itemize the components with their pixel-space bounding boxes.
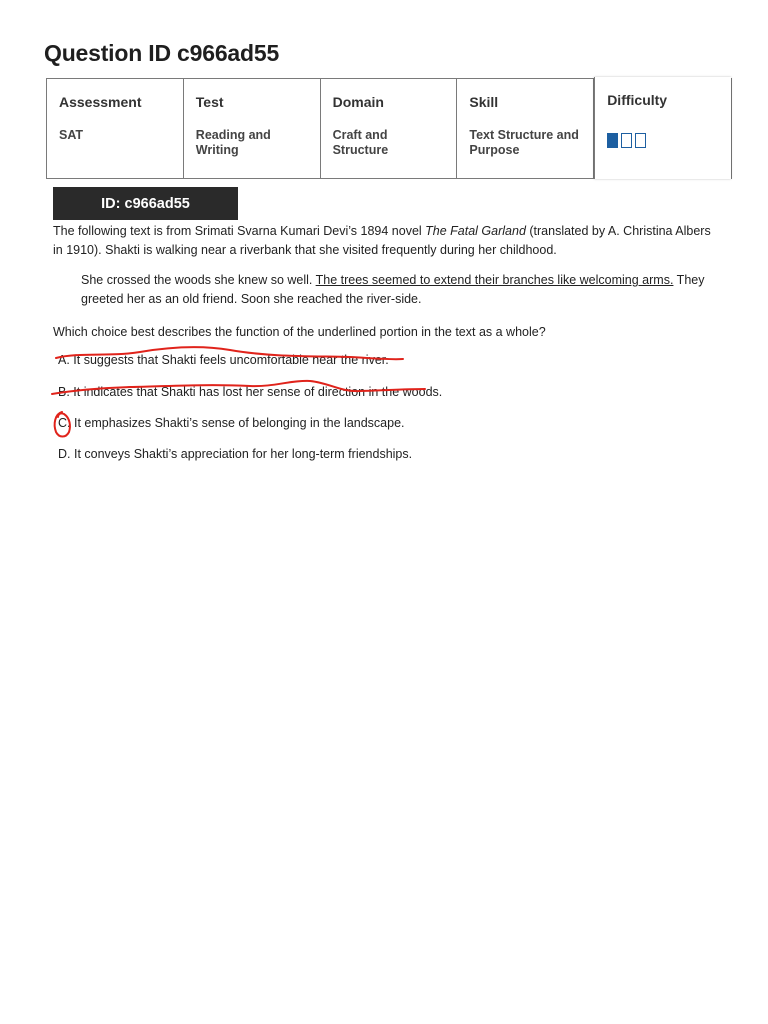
meta-value-skill: Text Structure and Purpose bbox=[469, 128, 579, 157]
passage-before: She crossed the woods she knew so well. bbox=[81, 273, 316, 287]
meta-header-difficulty: Difficulty bbox=[607, 92, 668, 108]
passage bbox=[81, 271, 721, 309]
choice-text: It indicates that Shakti has lost her sense of direction in the woods. bbox=[69, 385, 443, 399]
question-text: Which choice best describes the function of the underlined portion in the text as a whole? bbox=[53, 325, 546, 339]
difficulty-indicator bbox=[607, 133, 719, 148]
meta-header-test: Test bbox=[195, 94, 224, 110]
meta-value-assessment: SAT bbox=[59, 128, 84, 142]
choice-b[interactable] bbox=[58, 383, 442, 402]
page-title: Question ID c966ad55 bbox=[44, 40, 280, 66]
choice-d[interactable] bbox=[58, 445, 412, 464]
choice-text: It conveys Shakti’s appreciation for her long-term friendships. bbox=[70, 447, 413, 461]
intro-title: The Fatal Garland bbox=[425, 224, 526, 238]
meta-difficulty bbox=[594, 77, 731, 179]
choice-letter: C. bbox=[58, 416, 71, 430]
meta-value-test: Reading and Writing bbox=[195, 128, 271, 157]
passage-after: They greeted her as an old friend. Soon she reached the river-side. bbox=[81, 273, 705, 306]
difficulty-box-filled bbox=[607, 133, 618, 148]
intro-after: (translated by A. Christina Albers in 1910). Shakti is walking near a riverbank that she visited frequently during her childhood. bbox=[53, 224, 711, 257]
meta-header-assessment: Assessment bbox=[59, 94, 142, 110]
choice-c[interactable] bbox=[58, 414, 405, 433]
question-meta-table bbox=[46, 78, 732, 179]
meta-test bbox=[184, 79, 321, 178]
choice-text: It suggests that Shakti feels uncomfortable near the river. bbox=[69, 353, 389, 367]
difficulty-box-empty bbox=[621, 133, 632, 148]
intro-before: The following text is from Srimati Svarna Kumari Devi’s 1894 novel bbox=[53, 224, 426, 238]
choice-letter: D. bbox=[58, 447, 71, 461]
meta-value-domain: Craft and Structure bbox=[332, 128, 389, 157]
choice-text: It emphasizes Shakti’s sense of belonging in the landscape. bbox=[70, 416, 405, 430]
meta-domain bbox=[321, 79, 458, 178]
meta-header-skill: Skill bbox=[469, 94, 499, 110]
id-banner: ID: c966ad55 bbox=[53, 187, 238, 220]
choice-a[interactable] bbox=[58, 351, 389, 370]
choice-letter: A. bbox=[58, 353, 70, 367]
choice-letter: B. bbox=[58, 385, 70, 399]
meta-assessment bbox=[47, 79, 184, 178]
difficulty-box-empty bbox=[635, 133, 646, 148]
passage-underlined: The trees seemed to extend their branches like welcoming arms. bbox=[315, 273, 674, 287]
intro-text bbox=[53, 222, 713, 260]
meta-skill bbox=[457, 79, 594, 178]
meta-header-domain: Domain bbox=[332, 94, 384, 110]
